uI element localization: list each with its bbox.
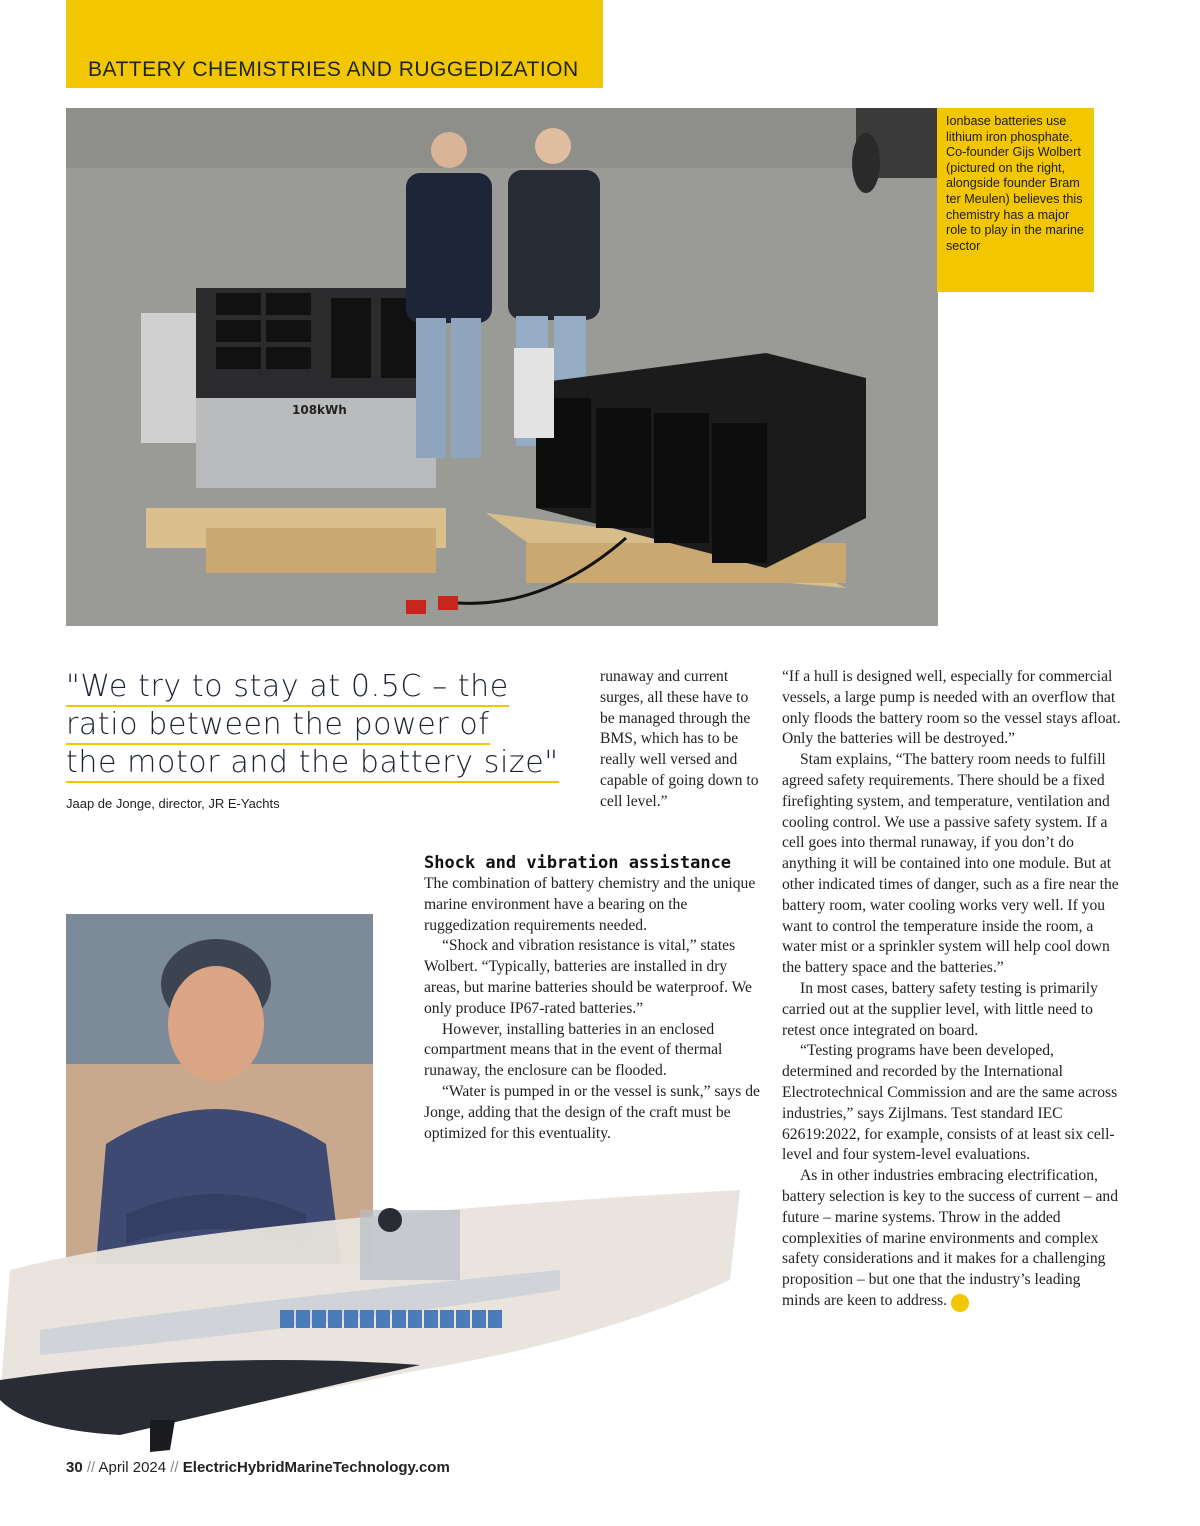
page-number: 30: [66, 1459, 83, 1476]
pull-quote: [66, 668, 586, 811]
pull-quote-text: [66, 668, 586, 782]
body-paragraph: The combination of battery chemistry and the unique marine environment have a bearing on the ruggedization requirements needed.: [424, 875, 756, 934]
page-footer: [66, 1459, 450, 1476]
issue-date: April 2024: [98, 1459, 167, 1476]
body-paragraph: Stam explains, “The battery room needs to fulfill agreed safety requirements. There should be a fixed firefighting system, and temperature, ventilation and cooling control. We use a passive safety system. If a cell goes into thermal runaway, if you don’t do anything it will be contained into one module. But at other indicated times of danger, such as a fire near the battery room, water cooling works very well. If you want to control the temperature inside the room, a water mist or a sprinkler system will help cool down the battery space and the batteries.”: [782, 751, 1119, 977]
body-paragraph: “Water is pumped in or the vessel is sunk,” says de Jonge, adding that the design of the craft must be optimized for this eventuality.: [424, 1082, 760, 1142]
photo-caption: [937, 108, 1094, 292]
body-paragraph: “If a hull is designed well, especially for commercial vessels, a large pump is needed with an overflow that only floods the battery room so the vessel stays afloat. Only the batteries will be destroyed.”: [782, 668, 1121, 748]
section-banner: [66, 0, 603, 88]
body-paragraph: “Testing programs have been developed, determined and recorded by the International Electrotechnical Commission and are the same across industries,” says Zijlmans. Test standard IEC 62619:2022, for example, consists of at least six cell-level and four system-level evaluations.: [782, 1042, 1118, 1164]
website-link[interactable]: ElectricHybridMarineTechnology.com: [182, 1459, 450, 1476]
battery-label: 108kWh: [292, 403, 347, 417]
body-paragraph: However, installing batteries in an enclosed compartment means that in the event of thermal runaway, the enclosure can be flooded.: [424, 1020, 723, 1080]
body-column-right: [782, 667, 1122, 1312]
section-title: BATTERY CHEMISTRIES AND RUGGEDIZATION: [88, 58, 579, 81]
pull-quote-line: the motor and the battery size": [66, 745, 559, 783]
photo-caption-text: Ionbase batteries use lithium iron phosphate. Co-founder Gijs Wolbert (pictured on the right, alongside founder Bram ter Meulen) believes this chemistry has a major role to play in the marine sector: [946, 114, 1084, 253]
pull-quote-line: "We try to stay at 0.5C – the: [66, 669, 509, 707]
body-column-middle-top: [600, 667, 760, 813]
boat-cutaway-illustration: [0, 1180, 760, 1460]
closing-paragraph-text: As in other industries embracing electrification, battery selection is key to the success of current – and future – marine systems. Throw in the added complexities of marine environments and complex safety considerations and it makes for a challenging proposition – but one that the industry’s leading minds are keen to address.: [782, 1167, 1119, 1309]
body-paragraph: In most cases, battery safety testing is primarily carried out at the supplier level, with little need to retest once integrated on board.: [782, 979, 1098, 1039]
pull-quote-attribution: Jaap de Jonge, director, JR E-Yachts: [66, 796, 280, 811]
battery-photo: [66, 108, 938, 626]
body-column-middle: [424, 852, 764, 1144]
body-paragraph: “Shock and vibration resistance is vital,” states Wolbert. “Typically, batteries are installed in dry areas, but marine batteries should be waterproof. We only produce IP67-rated batteries.”: [424, 937, 752, 1017]
pull-quote-line: ratio between the power of: [66, 707, 490, 745]
body-paragraph: [782, 1166, 1122, 1312]
section-subhead: Shock and vibration assistance: [424, 853, 732, 873]
body-paragraph: runaway and current surges, all these have to be managed through the BMS, which has to be really well versed and capable of going down to cell level.”: [600, 668, 759, 810]
footer-separator: //: [86, 1459, 96, 1476]
footer-separator: //: [170, 1459, 179, 1476]
end-mark-icon: +: [951, 1294, 969, 1312]
